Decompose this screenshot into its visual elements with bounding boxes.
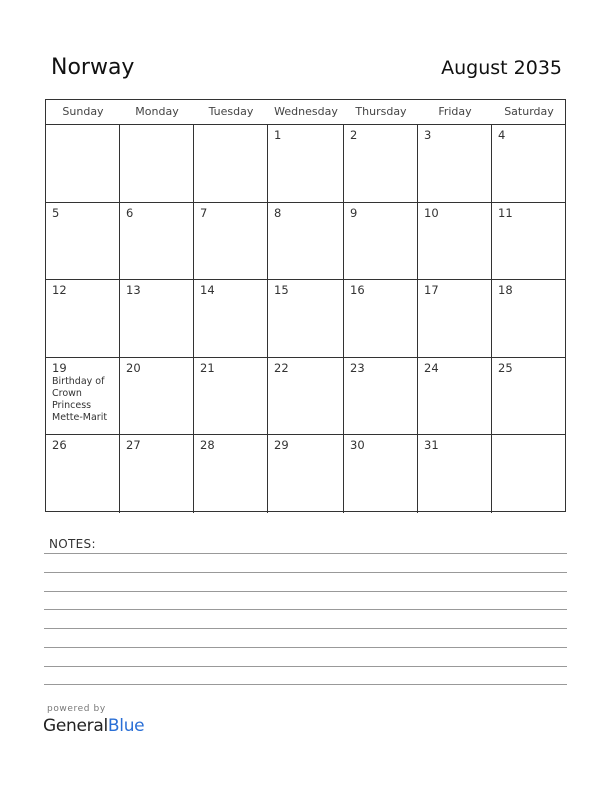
day-cell[interactable] bbox=[194, 358, 268, 436]
day-cell[interactable] bbox=[344, 203, 418, 281]
day-number: 8 bbox=[274, 205, 282, 220]
weekday-wednesday: Wednesday bbox=[274, 105, 338, 118]
day-number: 14 bbox=[200, 283, 215, 298]
day-cell[interactable] bbox=[492, 203, 566, 281]
day-number: 21 bbox=[200, 360, 215, 375]
weekday-sunday: Sunday bbox=[62, 105, 104, 118]
brand-blue: Blue bbox=[107, 716, 145, 736]
month-year-title: August 2035 bbox=[441, 57, 562, 79]
calendar-body bbox=[46, 125, 565, 513]
day-number: 4 bbox=[498, 128, 506, 142]
day-cell[interactable] bbox=[194, 125, 268, 203]
day-number: 23 bbox=[350, 360, 365, 375]
note-line bbox=[44, 572, 567, 573]
note-line bbox=[44, 553, 567, 554]
day-cell[interactable] bbox=[344, 280, 418, 358]
day-cell[interactable] bbox=[46, 280, 120, 358]
generalblue-logo[interactable] bbox=[43, 716, 144, 736]
day-number: 29 bbox=[274, 438, 289, 453]
day-number: 28 bbox=[200, 438, 215, 453]
note-line bbox=[44, 666, 567, 667]
note-line bbox=[44, 647, 567, 648]
day-number: 5 bbox=[52, 205, 60, 220]
weekday-tuesday: Tuesday bbox=[208, 105, 254, 118]
day-number: 24 bbox=[424, 360, 439, 375]
day-cell[interactable] bbox=[120, 203, 194, 281]
day-cell[interactable] bbox=[492, 435, 566, 513]
holiday-label: Birthday of Crown Princess Mette-Marit bbox=[52, 375, 108, 423]
day-cell[interactable] bbox=[418, 125, 492, 203]
day-cell[interactable] bbox=[418, 280, 492, 358]
weekday-friday: Friday bbox=[438, 105, 472, 118]
day-cell[interactable] bbox=[344, 358, 418, 436]
day-number: 27 bbox=[126, 438, 141, 453]
day-number: 11 bbox=[498, 205, 513, 220]
powered-by-text: powered by bbox=[47, 704, 106, 714]
day-cell[interactable] bbox=[268, 125, 344, 203]
day-cell[interactable] bbox=[418, 203, 492, 281]
day-number: 10 bbox=[424, 205, 439, 220]
day-number: 13 bbox=[126, 283, 141, 298]
day-cell[interactable] bbox=[268, 203, 344, 281]
day-cell[interactable] bbox=[194, 203, 268, 281]
day-number: 3 bbox=[424, 128, 432, 142]
day-number: 15 bbox=[274, 283, 289, 298]
notes-label: NOTES: bbox=[49, 537, 96, 551]
day-cell[interactable] bbox=[492, 125, 566, 203]
day-cell[interactable] bbox=[268, 280, 344, 358]
weekday-thursday: Thursday bbox=[355, 105, 407, 118]
day-cell[interactable] bbox=[492, 280, 566, 358]
note-line bbox=[44, 684, 567, 685]
day-number: 6 bbox=[126, 205, 134, 220]
day-cell[interactable] bbox=[418, 358, 492, 436]
day-number: 22 bbox=[274, 360, 289, 375]
note-line bbox=[44, 628, 567, 629]
weekday-monday: Monday bbox=[135, 105, 179, 118]
day-cell[interactable] bbox=[268, 435, 344, 513]
weekday-saturday: Saturday bbox=[504, 105, 554, 118]
day-cell[interactable] bbox=[120, 125, 194, 203]
day-number: 1 bbox=[274, 128, 282, 142]
day-cell[interactable] bbox=[418, 435, 492, 513]
day-number: 16 bbox=[350, 283, 365, 298]
day-cell[interactable] bbox=[120, 358, 194, 436]
day-number: 30 bbox=[350, 438, 365, 453]
day-cell[interactable] bbox=[268, 358, 344, 436]
day-number: 31 bbox=[424, 438, 439, 453]
day-number: 26 bbox=[52, 438, 67, 453]
day-cell[interactable] bbox=[344, 435, 418, 513]
day-number: 12 bbox=[52, 283, 67, 298]
day-number: 9 bbox=[350, 205, 358, 220]
day-cell[interactable] bbox=[194, 280, 268, 358]
day-cell[interactable] bbox=[46, 358, 120, 436]
country-title: Norway bbox=[51, 55, 135, 80]
day-number: 20 bbox=[126, 360, 141, 375]
brand-general: General bbox=[43, 716, 108, 736]
day-cell[interactable] bbox=[194, 435, 268, 513]
note-line bbox=[44, 609, 567, 610]
day-cell[interactable] bbox=[46, 125, 120, 203]
day-cell[interactable] bbox=[46, 203, 120, 281]
day-cell[interactable] bbox=[120, 435, 194, 513]
day-cell[interactable] bbox=[344, 125, 418, 203]
day-number: 25 bbox=[498, 360, 513, 375]
day-cell[interactable] bbox=[492, 358, 566, 436]
day-number: 17 bbox=[424, 283, 439, 298]
day-cell[interactable] bbox=[46, 435, 120, 513]
day-number: 7 bbox=[200, 205, 208, 220]
day-cell[interactable] bbox=[120, 280, 194, 358]
day-number: 19 bbox=[52, 360, 67, 375]
weekday-header-row bbox=[46, 100, 565, 125]
calendar-grid bbox=[45, 99, 566, 512]
day-number: 2 bbox=[350, 128, 358, 142]
note-line bbox=[44, 591, 567, 592]
day-number: 18 bbox=[498, 283, 513, 298]
